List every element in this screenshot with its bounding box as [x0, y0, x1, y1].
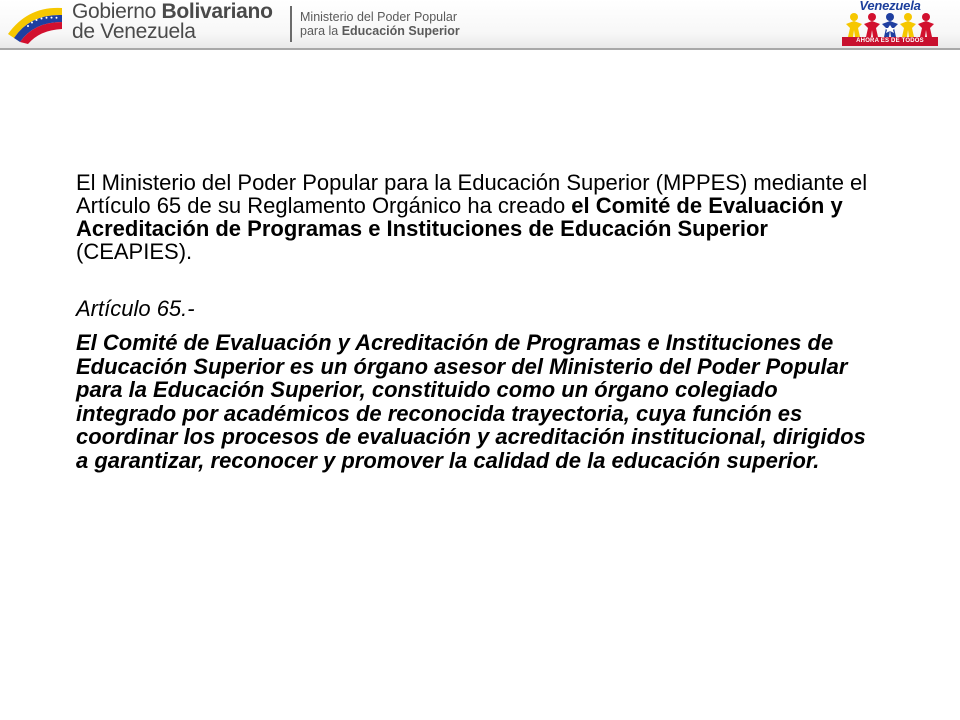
people-figures-icon — [844, 12, 936, 38]
government-wordmark — [72, 2, 273, 42]
venezuela-flag-icon — [6, 4, 64, 44]
gov-line1-bold: Bolivariano — [161, 0, 273, 23]
article-body: El Comité de Evaluación y Acreditación de Programas e Instituciones de Educación Superior es un órgano asesor del Ministerio del Poder Popular para la Educación Superior, constituido como un órgano colegiado integrado por académicos de reconocida trayectoria, cuya función es coordinar los procesos de evaluación y acreditación institucional, dirigidos a garantizar, reconocer y promover la calidad de la educación superior. — [76, 330, 866, 473]
ministry-line2-regular: para la — [300, 24, 342, 38]
header-divider — [290, 6, 292, 42]
intro-text-start: El Ministerio del Poder Popular para la Educación Superior (MPPES) mediante el Artículo 65 de su Reglamento Orgánico ha creado — [76, 170, 868, 218]
ministry-line2-bold: Educación Superior — [341, 24, 460, 38]
intro-text-end: (CEAPIES). — [76, 239, 193, 264]
gov-line2: de Venezuela — [72, 20, 196, 43]
campaign-logo-tagline: AHORA ES DE TODOS — [842, 37, 938, 46]
intro-paragraph — [76, 171, 876, 263]
slide-content — [76, 171, 876, 473]
ministry-wordmark — [300, 10, 460, 38]
gov-line1-regular: Gobierno — [72, 0, 162, 23]
article-title: Artículo 65.- — [76, 296, 195, 321]
header-banner — [0, 0, 960, 50]
ministry-line1: Ministerio del Poder Popular — [300, 10, 458, 24]
intro-text-bold: el Comité de Evaluación y Acreditación de Programas e Instituciones de Educación Superior — [76, 193, 843, 241]
campaign-logo-title: Venezuela — [859, 0, 921, 13]
venezuela-campaign-logo — [840, 0, 940, 48]
